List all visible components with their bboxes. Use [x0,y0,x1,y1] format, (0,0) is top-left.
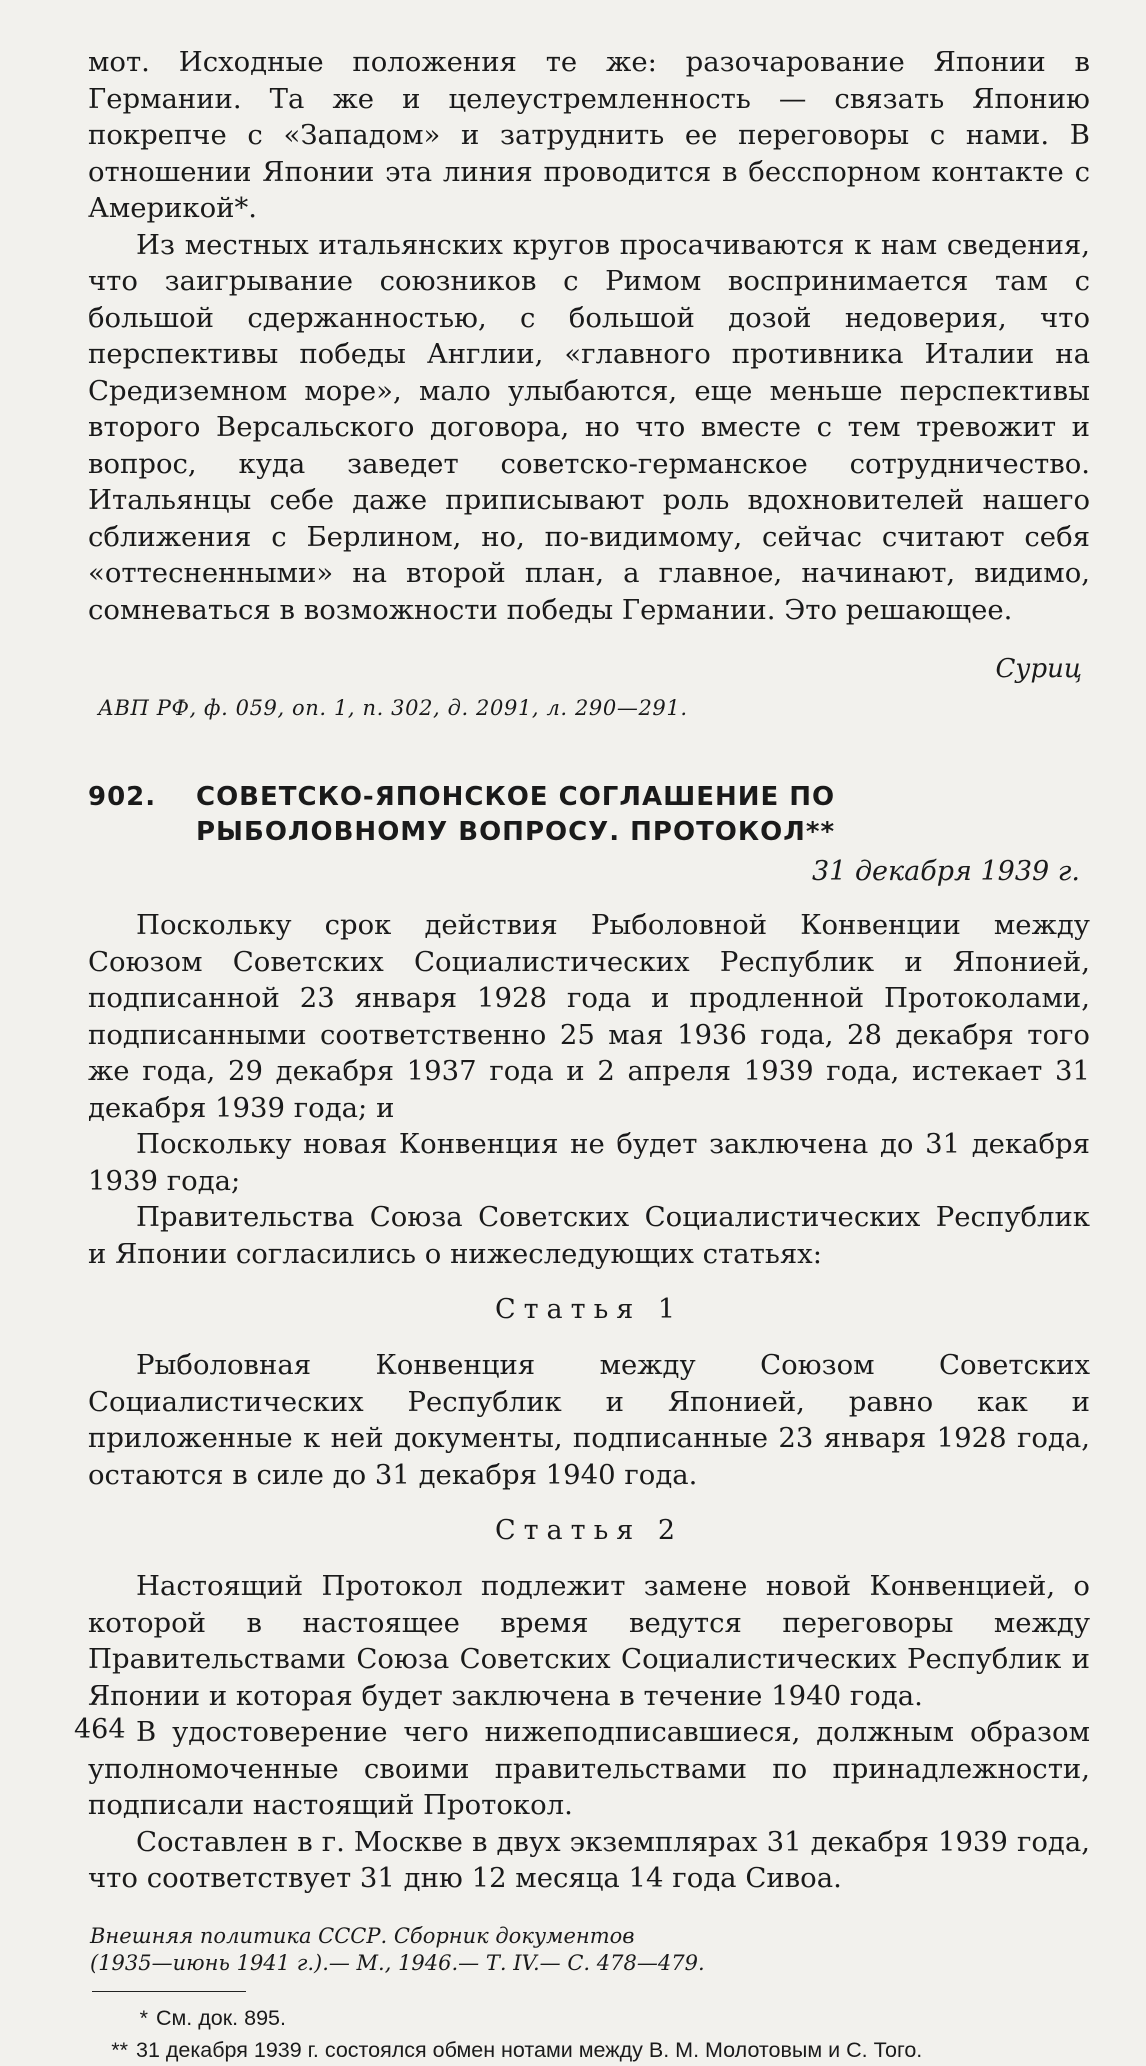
document-number: 902. [88,782,157,812]
continuation-section [88,44,1090,720]
article-1-text: Рыболовная Конвенция между Союзом Советских Социалистических Республик и Японией, равно как и приложенные к ней документы, подписанные 23 января 1928 года, остаются в силе до 31 декабря 1940 года. [88,1349,1090,1491]
footnotes [88,2002,1090,2066]
footnote-mark: * [139,2005,148,2030]
document-title: СОВЕТСКО-ЯПОНСКОЕ СОГЛАШЕНИЕ ПО РЫБОЛОВНОМУ ВОПРОСУ. ПРОТОКОЛ** [196,782,836,847]
preamble-paragraph: Поскольку новая Конвенция не будет заключена до 31 декабря 1939 года; [88,1128,1090,1197]
archive-source-reference: АВП РФ, ф. 059, оп. 1, п. 302, д. 2091, л. 290—291. [98,696,688,720]
footnote-mark: ** [111,2037,128,2062]
footnote-divider [92,1991,246,1992]
preamble [88,907,1090,1272]
footnote [88,2034,1090,2066]
publication-source [90,1923,1090,1977]
closing-paragraph: В удостоверение чего нижеподписавшиеся, должным образом уполномоченные своими правительствами по принадлежности, подписали настоящий Протокол. [88,1716,1090,1821]
article-2-heading: Статья 2 [494,1515,684,1546]
signature: Суриц [995,654,1082,684]
publication-source-line: Внешняя политика СССР. Сборник документов [90,1923,635,1948]
document-902 [88,780,1090,1977]
page-number: 464 [74,1714,126,1745]
footnote-text: 31 декабря 1939 г. состоялся обмен нотами между В. М. Молотовым и С. Того. [136,2037,923,2062]
document-heading [88,780,1090,850]
document-date: 31 декабря 1939 г. [812,856,1080,887]
continuation-paragraph: Из местных итальянских кругов просачиваются к нам сведения, что заигрывание союзников с Римом воспринимается там с большой сдержанностью, с большой дозой недоверия, что перспективы победы Англии, «главного противника Италии на Средиземном море», мало улыбаются, еще меньше перспективы второго Версальского договора, но что вместе с тем тревожит и вопрос, куда заведет советско-германское сотрудничество. Итальянцы себе даже приписывают роль вдохновителей нашего сближения с Берлином, но, по-видимому, сейчас считают себя «оттесненными» на второй план, а главное, начинают, видимо, сомневаться в возможности победы Германии. Это решающее. [88,228,1090,626]
preamble-paragraph: Поскольку срок действия Рыболовной Конвенции между Союзом Советских Социалистических Республик и Японией, подписанной 23 января 1928 года и продленной Протоколами, подписанными соответственно 25 мая 1936 года, 28 декабря того же года, 29 декабря 1937 года и 2 апреля 1939 года, истекает 31 декабря 1939 года; и [88,909,1090,1124]
footnote [88,2002,1090,2034]
preamble-paragraph: Правительства Союза Советских Социалистических Республик и Японии согласились о нижеследующих статьях: [88,1201,1090,1270]
publication-source-line: (1935—июнь 1941 г.).— М., 1946.— Т. IV.— С. 478—479. [90,1950,705,1975]
footnote-text: См. док. 895. [156,2005,286,2030]
closing-paragraph: Составлен в г. Москве в двух экземплярах 31 декабря 1939 года, что соответствует 31 дню 12 месяца 14 года Сивоа. [88,1825,1090,1894]
article-1-heading: Статья 1 [494,1294,684,1325]
article-2-paragraph: Настоящий Протокол подлежит замене новой Конвенцией, о которой в настоящее время ведутся переговоры между Правительствами Союза Советских Социалистических Республик и Японии и которая будет заключена в течение 1940 года. [88,1570,1090,1712]
continuation-paragraph: мот. Исходные положения те же: разочарование Японии в Германии. Та же и целеустремленность — связать Японию покрепче с «Западом» и затруднить ее переговоры с нами. В отношении Японии эта линия проводится в бесспорном контакте с Америкой*. [88,46,1090,224]
